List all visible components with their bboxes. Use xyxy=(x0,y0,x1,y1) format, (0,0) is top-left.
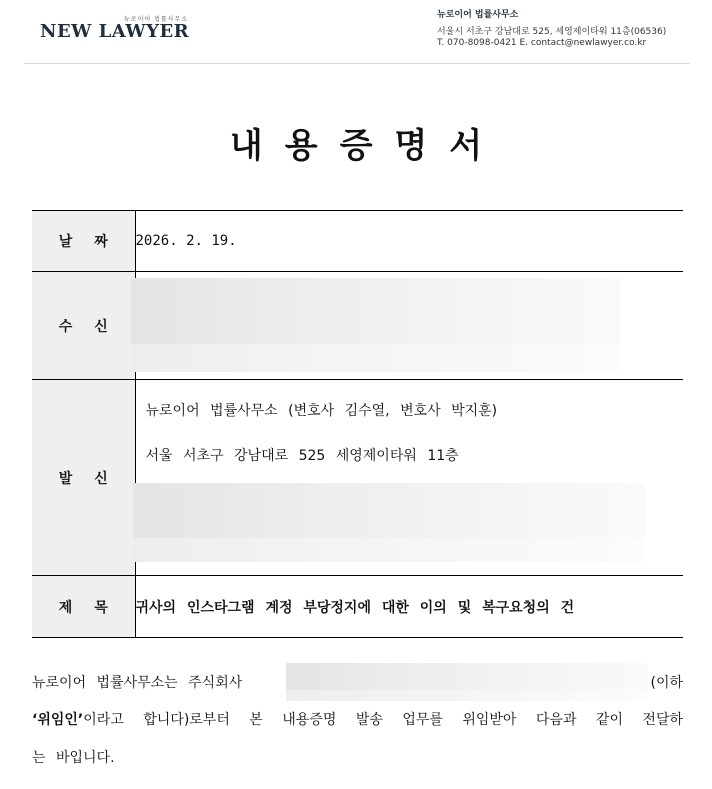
sender-row xyxy=(32,380,683,576)
document-title: 내용증명서 xyxy=(229,126,505,166)
recipient-row xyxy=(32,272,683,380)
logo-subtitle: 뉴로이어 법률사무소 xyxy=(124,16,189,23)
subject-row xyxy=(32,576,683,638)
body-text-start: 뉴로이어 법률사무소는 주식회사 xyxy=(32,675,243,691)
notice-info-table xyxy=(32,210,683,638)
redacted-recipient xyxy=(131,278,620,372)
recipient-label: 수신 xyxy=(32,272,135,380)
firm-address: 서울시 서초구 강남대로 525, 세영제이타워 11층(06536) xyxy=(437,27,667,37)
body-paragraph-line1 xyxy=(32,672,683,692)
body-text-middle: 이라고 합니다)로부터 본 내용증명 발송 업무를 위임받아 다음과 같이 전달하 xyxy=(83,712,683,728)
redacted-sender-detail xyxy=(133,483,645,562)
sender-label: 발신 xyxy=(32,380,135,576)
body-paragraph-line3: 는 바입니다. xyxy=(32,750,115,766)
subject-label: 제목 xyxy=(32,576,135,638)
firm-name: 뉴로이어 법률사무소 xyxy=(437,10,519,20)
body-paragraph-line2 xyxy=(32,709,683,729)
date-value: 2026. 2. 19. xyxy=(135,211,683,272)
sender-address: 서울 서초구 강남대로 525 세영제이타워 11층 xyxy=(145,448,459,464)
date-row xyxy=(32,211,683,272)
recipient-value xyxy=(135,272,683,380)
firm-logo: NEW LAWYER xyxy=(40,21,190,42)
body-text-end: (이하 xyxy=(650,675,683,691)
header-divider xyxy=(24,63,690,64)
principal-term: ‘위임인’ xyxy=(32,712,84,728)
date-label: 날짜 xyxy=(32,211,135,272)
sender-value xyxy=(135,380,683,576)
subject-value: 귀사의 인스타그램 계정 부당정지에 대한 이의 및 복구요청의 건 xyxy=(135,576,683,638)
sender-firm: 뉴로이어 법률사무소 (변호사 김수열, 변호사 박지훈) xyxy=(145,403,498,419)
firm-contact: T. 070-8098-0421 E. contact@newlawyer.co.kr xyxy=(437,38,647,48)
letterhead xyxy=(0,0,712,64)
redacted-company-name xyxy=(286,663,648,701)
